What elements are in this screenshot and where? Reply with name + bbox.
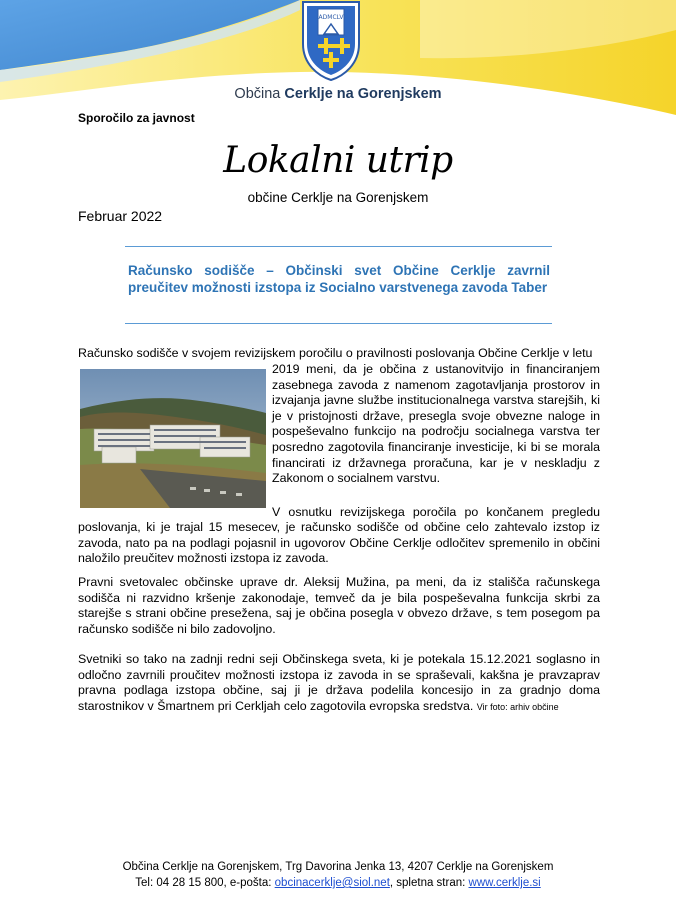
article-headline: Računsko sodišče – Občinski svet Občine Cerklje zavrnil preučitev možnosti izstopa iz Socialno varstvenega zavoda Taber (128, 263, 550, 295)
nursing-home-photo (80, 369, 266, 508)
footer-contact (0, 875, 676, 891)
footer-web-label: , spletna stran: (389, 877, 469, 889)
footer-tel: Tel: 04 28 15 800, e-pošta: (135, 877, 275, 889)
issue-date: Februar 2022 (78, 208, 163, 224)
municipality-crest (300, 0, 362, 82)
page-footer (0, 859, 676, 891)
footer-web-link[interactable]: www.cerklje.si (468, 877, 541, 889)
article-paragraph-2 (78, 520, 600, 567)
headline-top-rule (125, 246, 552, 247)
article-paragraph-3 (78, 575, 600, 637)
crest-shield-icon (300, 0, 362, 82)
article-paragraph-4 (78, 652, 600, 715)
footer-address: Občina Cerklje na Gorenjskem, Trg Davorina Jenka 13, 4207 Cerklje na Gorenjskem (122, 861, 554, 873)
paragraph-2-first-line: V osnutku revizijskega poročila po končanem pregledu (272, 505, 600, 519)
article-paragraph-1 (78, 346, 600, 362)
paragraph-4-text: Svetniki so tako na zadnji redni seji Občinskega sveta, ki je potekala 15.12.2021 soglasno in odločno zavrnili proučitev možnosti izstopa iz zavoda in se spraševali, kakšna je pravzaprav pravna podlaga izstopa občine, saj ji je država podelila koncesijo in za gradnjo doma starostnikov v Šmartnem pri Cerkljah celo zagotovila evropska sredstva. (78, 652, 600, 713)
municipality-bold-name: Cerklje na Gorenjskem (284, 86, 442, 102)
header-banner (0, 0, 676, 115)
headline-bottom-rule (125, 323, 552, 324)
paragraph-1-rest: 2019 meni, da je občina z ustanovitvijo in financiranjem zasebnega zavoda z namenom zagotavljanja prostorov in izvajanja javne službe institucionalnega varstva starejših, ki je v pristojnosti države, presegla svoje obvezne naloge in pospeševalno funkcijo na področju socialnega varstva ter posredno zagotovila financiranje investicije, ki bi se morala financirati iz državnega proračuna, kar je v neskladju z Zakonom o socialnem varstvu. (272, 362, 600, 486)
paragraph-2-rest: poslovanja, ki je trajal 15 mesecev, je računsko sodišče od občine celo zahtevalo izstop iz zavoda, nato pa na podlagi pojasnil in ugovorov Občine Cerklje odločitev spremenilo in občini naložilo preučitev možnosti izstopa iz zavoda. (78, 520, 600, 566)
page-subtitle: občine Cerklje na Gorenjskem (247, 190, 429, 205)
paragraph-3-text: Pravni svetovalec občinske uprave dr. Aleksij Mužina, pa meni, da iz stališča računskega sodišča ni razvidno kršenje zakonodaje, temveč da je bila pospeševalna funkcija skrbi za starejše s strani občine presežena, saj je občina posegla v obvezo države, s tem posegom pa računsko sodišče ni bilo zadovoljno. (78, 575, 600, 636)
building-photo-image (80, 369, 266, 508)
paragraph-2-first (272, 505, 600, 521)
press-release-label: Sporočilo za javnost (78, 111, 195, 125)
photo-credit: Vir foto: arhiv občine (476, 701, 559, 712)
paragraph-4-block (78, 652, 600, 715)
municipality-prefix: Občina (234, 86, 281, 102)
footer-email-link[interactable]: obcinacerklje@siol.net (274, 877, 390, 889)
page-title: Lokalni utrip (223, 140, 453, 181)
paragraph-1-wrap (272, 362, 600, 487)
municipality-name (0, 86, 676, 102)
crest-text: ADMCLV (318, 14, 344, 21)
paragraph-1-first-line: Računsko sodišče v svojem revizijskem poročilu o pravilnosti poslovanja Občine Cerklje v letu (78, 346, 593, 360)
